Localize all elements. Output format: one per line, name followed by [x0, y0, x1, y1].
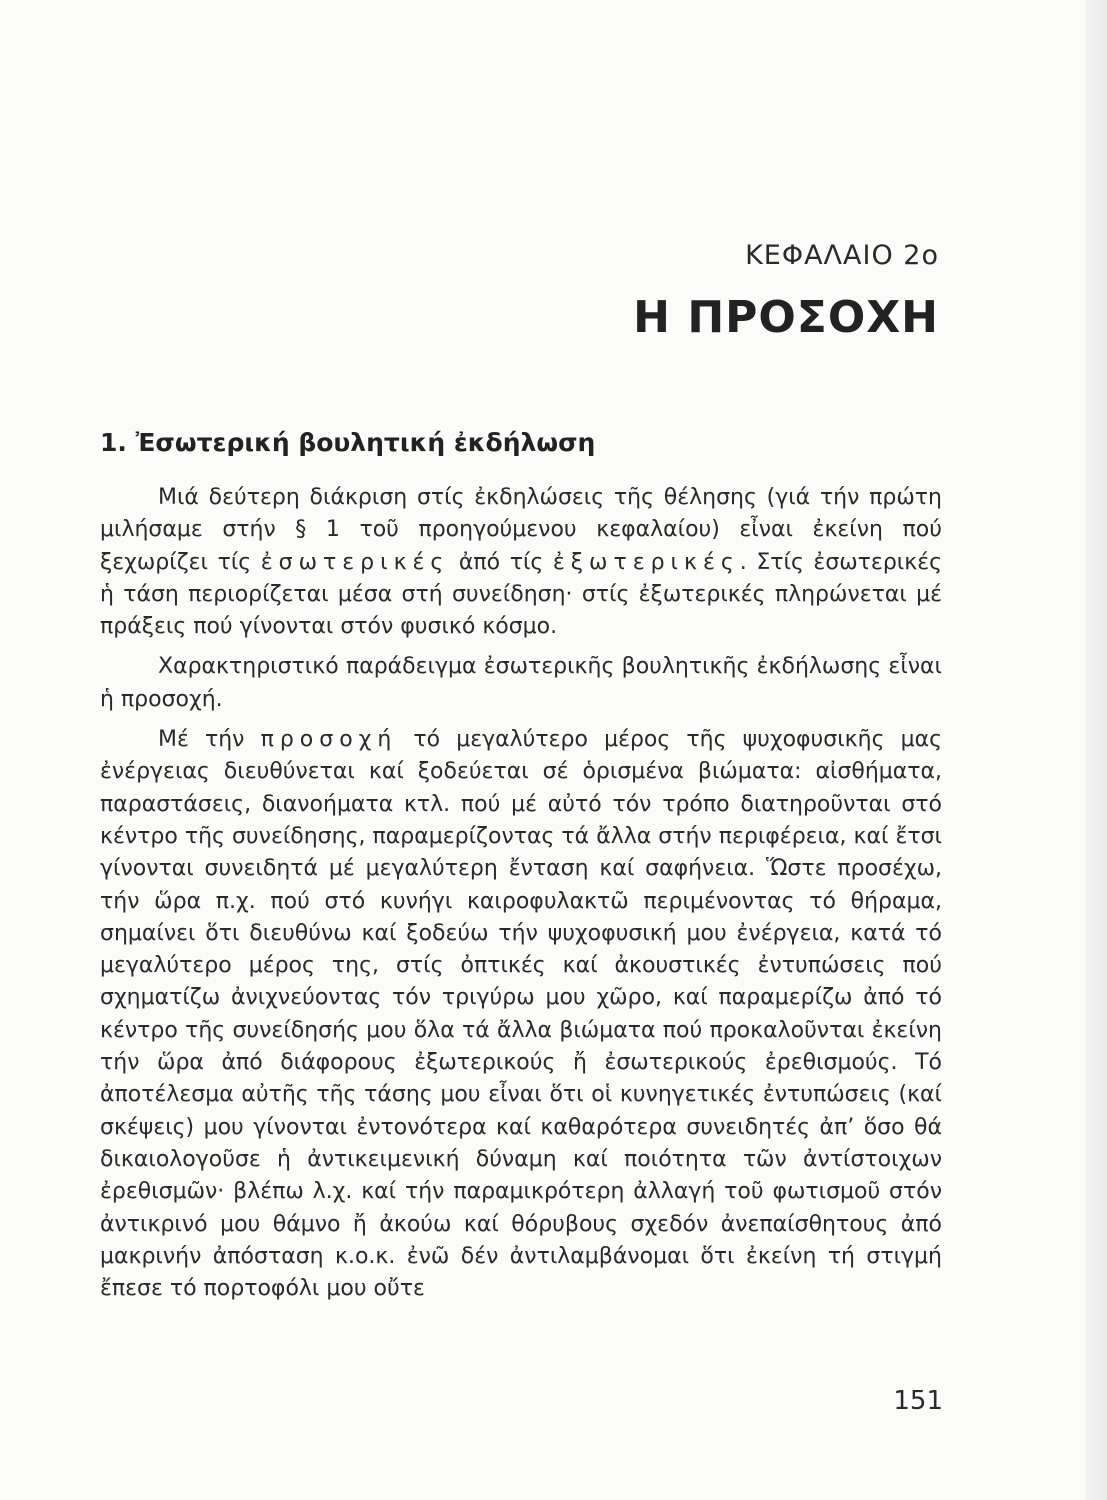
- paragraph-1-part-a: Μιά δεύτερη διάκριση στίς ἐκδηλώσεις τῆς θέλησης (γιά τήν πρώτη μιλήσαμε στήν § 1 τοῦ προηγούμενου κεφαλαίου) εἶναι ἐκείνη πού ξεχωρίζει τίς: [100, 485, 942, 575]
- paragraph-1-part-b: ἀπό τίς: [449, 549, 553, 575]
- paragraph-1-part-c: . Στίς ἐσωτερικές ἡ τάση περιορίζεται μέσα στή συνείδηση· στίς ἐξωτερικές πληρώνεται μέ πράξεις πού γίνονται στόν φυσικό κόσμο.: [100, 549, 942, 640]
- chapter-title: Η ΠΡΟΣΟΧΗ: [633, 292, 939, 343]
- spaced-term-attention: προσοχή: [260, 727, 398, 753]
- spaced-term-external: ἐξωτερικές: [552, 549, 740, 575]
- body-text: [100, 482, 942, 1313]
- page-edge-shadow: [1085, 0, 1107, 1500]
- chapter-label: ΚΕΦΑΛΑΙΟ 2ο: [745, 240, 939, 271]
- paragraph-3-part-a: Μέ τήν: [158, 727, 261, 753]
- section-heading: 1. Ἐσωτερική βουλητική ἐκδήλωση: [100, 428, 596, 457]
- spaced-term-internal: ἐσωτερικές: [260, 549, 450, 575]
- paragraph-1: [100, 482, 942, 643]
- paragraph-3: [100, 724, 942, 1305]
- paragraph-3-part-b: τό μεγαλύτερο μέρος τῆς ψυχοφυσικῆς μας ἐνέργειας διευθύνεται καί ξοδεύεται σέ ὁρισμένα βιώματα: αἰσθήματα, παραστάσεις, διανοήματα κτλ. πού μέ αὐτό τόν τρόπο διατηροῦνται στό κέντρο τῆς συνείδησης, παραμερίζοντας τά ἄλλα στήν περιφέρεια, καί ἔτσι γίνονται συνειδητά μέ μεγαλύτερη ἔνταση καί σαφήνεια. Ὥστε προσέχω, τήν ὥρα π.χ. πού στό κυνήγι καιροφυλακτῶ περιμένοντας τό θήραμα, σημαίνει ὅτι διευθύνω καί ξοδεύω τήν ψυχοφυσική μου ἐνέργεια, κατά τό μεγαλύτερο μέρος της, στίς ὀπτικές καί ἀκουστικές ἐντυπώσεις πού σχηματίζω ἀνιχνεύοντας τόν τριγύρω μου χῶρο, καί παραμερίζω ἀπό τό κέντρο τῆς συνείδησής μου ὅλα τά ἄλλα βιώματα πού προκαλοῦνται ἐκείνη τήν ὥρα ἀπό διάφορους ἐξωτερικούς ἤ ἐσωτερικούς ἐρεθισμούς. Τό ἀποτέλεσμα αὐτῆς τῆς τάσης μου εἶναι ὅτι οἱ κυνηγετικές ἐντυπώσεις (καί σκέψεις) μου γίνονται ἐντονότερα καί καθαρότερα συνειδητές ἀπ’ ὅσο θά δικαιολογοῦσε ἡ ἀντικειμενική δύναμη καί ποιότητα τῶν ἀντίστοιχων ἐρεθισμῶν· βλέπω λ.χ. καί τήν παραμικρότερη ἀλλαγή τοῦ φωτισμοῦ στόν ἀντικρινό μου θάμνο ἤ ἀκούω καί θόρυβους σχεδόν ἀνεπαίσθητους ἀπό μακρινήν ἀπόσταση κ.ο.κ. ἐνῶ δέν ἀντιλαμβάνομαι ὅτι ἐκείνη τή στιγμή ἔπεσε τό πορτοφόλι μου οὔτε: [100, 727, 942, 1302]
- page-number: 151: [893, 1386, 943, 1416]
- paragraph-2: Χαρακτηριστικό παράδειγμα ἐσωτερικῆς βουλητικῆς ἐκδήλωσης εἶναι ἡ προσοχή.: [100, 654, 942, 712]
